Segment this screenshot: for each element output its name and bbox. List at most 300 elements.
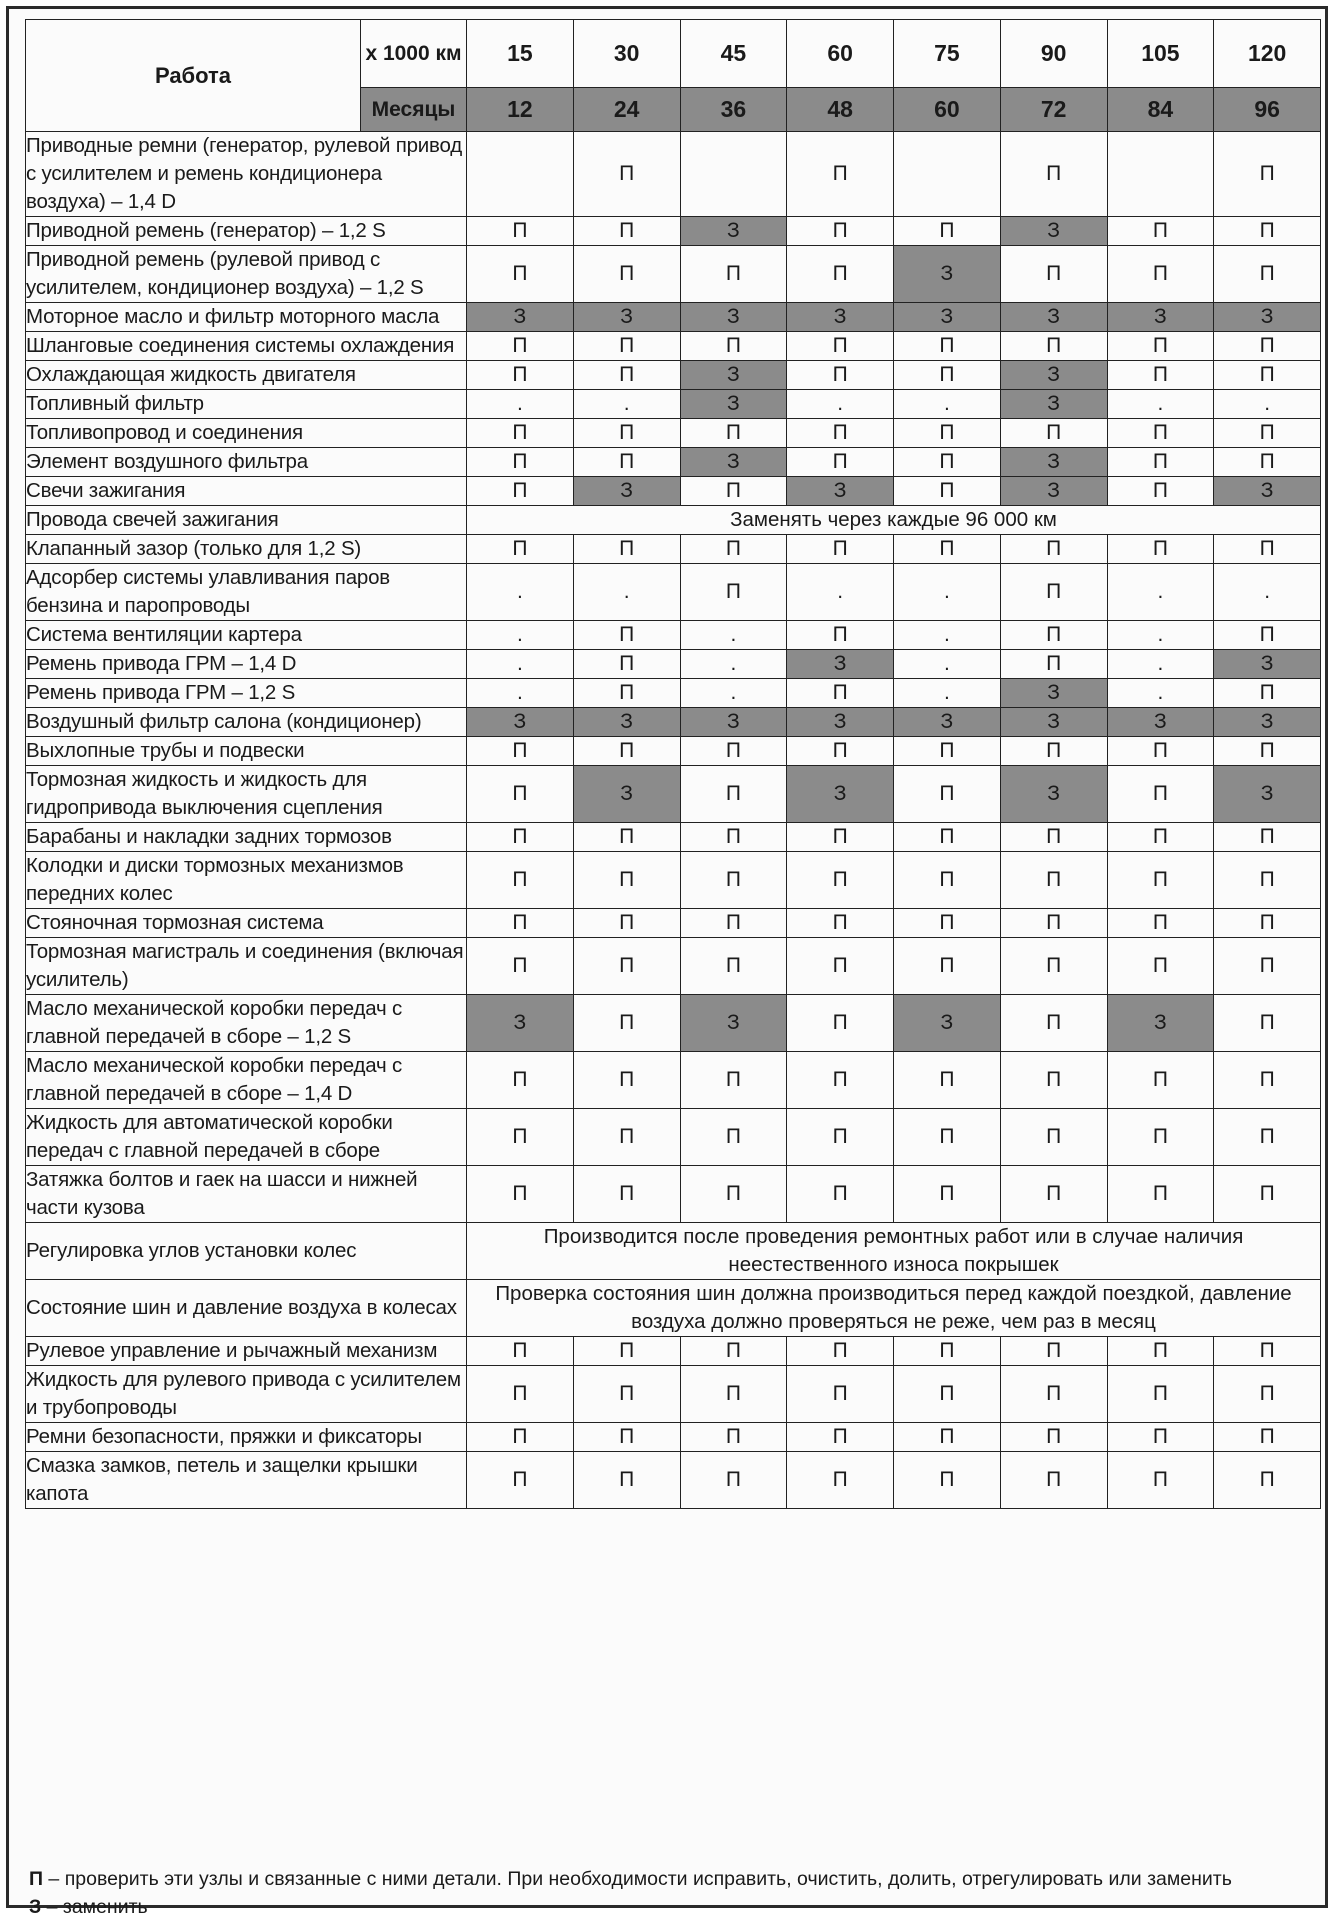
replace-cell: З	[1000, 766, 1107, 823]
check-cell: П	[1107, 737, 1214, 766]
check-cell: П	[787, 419, 894, 448]
replace-cell: З	[1000, 303, 1107, 332]
months-header-cell: 24	[573, 88, 680, 132]
check-cell: П	[467, 1109, 574, 1166]
table-row	[26, 361, 1321, 390]
check-cell: П	[894, 737, 1001, 766]
check-cell: П	[894, 361, 1001, 390]
work-item-label: Жидкость для рулевого привода с усилителем и трубопроводы	[26, 1366, 467, 1423]
check-cell: П	[1000, 1109, 1107, 1166]
legend-check-key: П	[29, 1868, 44, 1890]
table-row	[26, 390, 1321, 419]
table-row	[26, 1337, 1321, 1366]
check-cell: П	[1214, 1109, 1321, 1166]
check-cell: П	[680, 1052, 787, 1109]
work-item-label: Приводные ремни (генератор, рулевой привод с усилителем и ремень кондиционера воздуха) – 1,4 D	[26, 132, 467, 217]
work-item-label: Элемент воздушного фильтра	[26, 448, 467, 477]
schedule-cell: .	[467, 564, 574, 621]
check-cell: П	[787, 361, 894, 390]
replace-cell: З	[1214, 303, 1321, 332]
check-cell: П	[1214, 132, 1321, 217]
check-cell: П	[467, 361, 574, 390]
km-header-cell: 105	[1107, 20, 1214, 88]
schedule-cell: .	[680, 650, 787, 679]
work-item-label: Клапанный зазор (только для 1,2 S)	[26, 535, 467, 564]
work-item-label: Колодки и диски тормозных механизмов передних колес	[26, 852, 467, 909]
check-cell: П	[573, 737, 680, 766]
check-cell: П	[1214, 823, 1321, 852]
check-cell: П	[467, 1423, 574, 1452]
check-cell: П	[894, 477, 1001, 506]
check-cell: П	[1000, 1452, 1107, 1509]
work-column-header: Работа	[26, 20, 361, 132]
table-row	[26, 1109, 1321, 1166]
table-row	[26, 303, 1321, 332]
table-row	[26, 564, 1321, 621]
schedule-cell	[680, 132, 787, 217]
replace-cell: З	[680, 708, 787, 737]
work-item-label: Система вентиляции картера	[26, 621, 467, 650]
table-row	[26, 1052, 1321, 1109]
schedule-cell: .	[680, 679, 787, 708]
check-cell: П	[787, 909, 894, 938]
check-cell: П	[680, 246, 787, 303]
check-cell: П	[1214, 938, 1321, 995]
check-cell: П	[1107, 938, 1214, 995]
replace-cell: З	[467, 708, 574, 737]
check-cell: П	[1000, 621, 1107, 650]
check-cell: П	[680, 332, 787, 361]
schedule-cell: .	[1107, 390, 1214, 419]
check-cell: П	[1000, 995, 1107, 1052]
work-item-label: Барабаны и накладки задних тормозов	[26, 823, 467, 852]
check-cell: П	[467, 332, 574, 361]
row-note: Заменять через каждые 96 000 км	[467, 506, 1321, 535]
check-cell: П	[1107, 332, 1214, 361]
check-cell: П	[1214, 217, 1321, 246]
km-header-cell: 30	[573, 20, 680, 88]
km-header-cell: 120	[1214, 20, 1321, 88]
check-cell: П	[1107, 1452, 1214, 1509]
table-row	[26, 477, 1321, 506]
check-cell: П	[1214, 332, 1321, 361]
check-cell: П	[680, 1166, 787, 1223]
check-cell: П	[894, 1366, 1001, 1423]
schedule-cell: .	[680, 621, 787, 650]
months-header-cell: 60	[894, 88, 1001, 132]
table-row	[26, 1280, 1321, 1337]
km-header-cell: 45	[680, 20, 787, 88]
replace-cell: З	[680, 303, 787, 332]
check-cell: П	[1214, 1366, 1321, 1423]
check-cell: П	[467, 909, 574, 938]
check-cell: П	[573, 246, 680, 303]
replace-cell: З	[787, 766, 894, 823]
schedule-cell: .	[1107, 621, 1214, 650]
replace-cell: З	[787, 650, 894, 679]
replace-cell: З	[1107, 995, 1214, 1052]
check-cell: П	[680, 1109, 787, 1166]
check-cell: П	[1214, 1052, 1321, 1109]
check-cell: П	[1107, 217, 1214, 246]
replace-cell: З	[787, 477, 894, 506]
check-cell: П	[680, 1423, 787, 1452]
check-cell: П	[1214, 737, 1321, 766]
check-cell: П	[1000, 909, 1107, 938]
replace-cell: З	[894, 708, 1001, 737]
check-cell: П	[680, 477, 787, 506]
work-item-label: Шланговые соединения системы охлаждения	[26, 332, 467, 361]
check-cell: П	[467, 766, 574, 823]
check-cell: П	[1214, 1337, 1321, 1366]
legend-replace-key: З	[29, 1896, 42, 1918]
check-cell: П	[1000, 1423, 1107, 1452]
schedule-cell	[894, 132, 1001, 217]
check-cell: П	[1000, 737, 1107, 766]
check-cell: П	[1000, 938, 1107, 995]
work-item-label: Тормозная магистраль и соединения (включая усилитель)	[26, 938, 467, 995]
table-row	[26, 938, 1321, 995]
work-item-label: Ремни безопасности, пряжки и фиксаторы	[26, 1423, 467, 1452]
check-cell: П	[787, 1423, 894, 1452]
check-cell: П	[573, 535, 680, 564]
check-cell: П	[680, 535, 787, 564]
check-cell: П	[787, 852, 894, 909]
replace-cell: З	[467, 995, 574, 1052]
check-cell: П	[787, 621, 894, 650]
work-item-label: Масло механической коробки передач с главной передачей в сборе – 1,4 D	[26, 1052, 467, 1109]
replace-cell: З	[1000, 679, 1107, 708]
km-header-cell: 75	[894, 20, 1001, 88]
check-cell: П	[894, 1052, 1001, 1109]
check-cell: П	[1000, 1337, 1107, 1366]
check-cell: П	[894, 852, 1001, 909]
check-cell: П	[467, 535, 574, 564]
months-header-cell: 84	[1107, 88, 1214, 132]
check-cell: П	[680, 564, 787, 621]
replace-cell: З	[894, 246, 1001, 303]
check-cell: П	[467, 1052, 574, 1109]
check-cell: П	[1107, 477, 1214, 506]
schedule-cell: .	[573, 390, 680, 419]
check-cell: П	[680, 823, 787, 852]
work-item-label: Моторное масло и фильтр моторного масла	[26, 303, 467, 332]
check-cell: П	[894, 909, 1001, 938]
check-cell: П	[894, 448, 1001, 477]
km-header-cell: 90	[1000, 20, 1107, 88]
replace-cell: З	[787, 708, 894, 737]
check-cell: П	[467, 938, 574, 995]
check-cell: П	[573, 448, 680, 477]
work-item-label: Ремень привода ГРМ – 1,4 D	[26, 650, 467, 679]
check-cell: П	[1214, 535, 1321, 564]
check-cell: П	[467, 419, 574, 448]
check-cell: П	[1000, 1166, 1107, 1223]
table-row	[26, 1452, 1321, 1509]
check-cell: П	[680, 766, 787, 823]
check-cell: П	[1000, 1366, 1107, 1423]
schedule-cell: .	[787, 564, 894, 621]
table-row	[26, 448, 1321, 477]
months-header-cell: 96	[1214, 88, 1321, 132]
check-cell: П	[573, 132, 680, 217]
check-cell: П	[1000, 332, 1107, 361]
check-cell: П	[573, 332, 680, 361]
check-cell: П	[894, 535, 1001, 564]
check-cell: П	[1214, 361, 1321, 390]
row-note: Производится после проведения ремонтных работ или в случае наличия неестественного износа покрышек	[467, 1223, 1321, 1280]
table-row	[26, 1223, 1321, 1280]
check-cell: П	[573, 621, 680, 650]
km-header-cell: 60	[787, 20, 894, 88]
legend	[29, 1865, 1232, 1921]
schedule-cell: .	[1107, 679, 1214, 708]
check-cell: П	[1107, 823, 1214, 852]
replace-cell: З	[573, 766, 680, 823]
check-cell: П	[573, 1423, 680, 1452]
check-cell: П	[1107, 1109, 1214, 1166]
table-row	[26, 766, 1321, 823]
check-cell: П	[1107, 1423, 1214, 1452]
months-header-cell: 72	[1000, 88, 1107, 132]
schedule-cell: .	[467, 621, 574, 650]
table-row	[26, 419, 1321, 448]
check-cell: П	[787, 1366, 894, 1423]
replace-cell: З	[1107, 303, 1214, 332]
work-item-label: Свечи зажигания	[26, 477, 467, 506]
check-cell: П	[1214, 621, 1321, 650]
table-row	[26, 621, 1321, 650]
row-note: Проверка состояния шин должна производиться перед каждой поездкой, давление воздуха должно проверяться не реже, чем раз в месяц	[467, 1280, 1321, 1337]
months-header-cell: 36	[680, 88, 787, 132]
replace-cell: З	[1000, 708, 1107, 737]
check-cell: П	[1000, 246, 1107, 303]
check-cell: П	[894, 938, 1001, 995]
replace-cell: З	[1000, 448, 1107, 477]
legend-check-text: – проверить эти узлы и связанные с ними детали. При необходимости исправить, очистить, долить, отрегулировать или заменить	[43, 1868, 1232, 1890]
work-item-label: Смазка замков, петель и защелки крышки капота	[26, 1452, 467, 1509]
replace-cell: З	[467, 303, 574, 332]
legend-replace-text: – заменить	[41, 1896, 148, 1918]
replace-cell: З	[1000, 217, 1107, 246]
check-cell: П	[894, 766, 1001, 823]
check-cell: П	[573, 1366, 680, 1423]
check-cell: П	[467, 246, 574, 303]
schedule-cell: .	[894, 650, 1001, 679]
check-cell: П	[1000, 132, 1107, 217]
check-cell: П	[573, 650, 680, 679]
check-cell: П	[1107, 852, 1214, 909]
table-row	[26, 246, 1321, 303]
table-row	[26, 332, 1321, 361]
check-cell: П	[573, 1109, 680, 1166]
work-item-label: Топливопровод и соединения	[26, 419, 467, 448]
table-row	[26, 909, 1321, 938]
km-unit-header: x 1000 км	[361, 20, 467, 88]
check-cell: П	[787, 217, 894, 246]
check-cell: П	[1107, 535, 1214, 564]
replace-cell: З	[894, 303, 1001, 332]
work-item-label: Жидкость для автоматической коробки передач с главной передачей в сборе	[26, 1109, 467, 1166]
check-cell: П	[1107, 909, 1214, 938]
legend-check	[29, 1865, 1232, 1893]
check-cell: П	[1000, 650, 1107, 679]
check-cell: П	[787, 448, 894, 477]
replace-cell: З	[680, 217, 787, 246]
replace-cell: З	[1214, 477, 1321, 506]
check-cell: П	[787, 1337, 894, 1366]
check-cell: П	[467, 852, 574, 909]
check-cell: П	[467, 448, 574, 477]
replace-cell: З	[680, 995, 787, 1052]
replace-cell: З	[1107, 708, 1214, 737]
check-cell: П	[573, 1166, 680, 1223]
check-cell: П	[1000, 823, 1107, 852]
work-item-label: Приводной ремень (рулевой привод с усилителем, кондиционер воздуха) – 1,2 S	[26, 246, 467, 303]
schedule-cell: .	[894, 679, 1001, 708]
check-cell: П	[1107, 246, 1214, 303]
table-row	[26, 852, 1321, 909]
work-item-label: Охлаждающая жидкость двигателя	[26, 361, 467, 390]
check-cell: П	[894, 1423, 1001, 1452]
schedule-cell: .	[467, 650, 574, 679]
table-row	[26, 506, 1321, 535]
check-cell: П	[680, 1366, 787, 1423]
table-row	[26, 679, 1321, 708]
work-item-label: Стояночная тормозная система	[26, 909, 467, 938]
check-cell: П	[1214, 1452, 1321, 1509]
check-cell: П	[1107, 1337, 1214, 1366]
schedule-cell: .	[1107, 650, 1214, 679]
check-cell: П	[1214, 852, 1321, 909]
check-cell: П	[573, 1052, 680, 1109]
check-cell: П	[1214, 679, 1321, 708]
check-cell: П	[787, 1166, 894, 1223]
check-cell: П	[1000, 564, 1107, 621]
table-row	[26, 535, 1321, 564]
schedule-cell	[1107, 132, 1214, 217]
check-cell: П	[467, 477, 574, 506]
check-cell: П	[894, 1452, 1001, 1509]
check-cell: П	[894, 419, 1001, 448]
check-cell: П	[787, 995, 894, 1052]
table-row	[26, 1423, 1321, 1452]
check-cell: П	[1214, 1423, 1321, 1452]
replace-cell: З	[680, 361, 787, 390]
replace-cell: З	[1000, 477, 1107, 506]
check-cell: П	[680, 419, 787, 448]
months-label-header: Месяцы	[361, 88, 467, 132]
schedule-cell: .	[467, 390, 574, 419]
replace-cell: З	[680, 390, 787, 419]
schedule-cell: .	[1214, 564, 1321, 621]
replace-cell: З	[787, 303, 894, 332]
table-row	[26, 823, 1321, 852]
work-item-label: Затяжка болтов и гаек на шасси и нижней части кузова	[26, 1166, 467, 1223]
check-cell: П	[787, 1052, 894, 1109]
check-cell: П	[787, 823, 894, 852]
check-cell: П	[573, 679, 680, 708]
check-cell: П	[1000, 535, 1107, 564]
check-cell: П	[787, 938, 894, 995]
check-cell: П	[894, 217, 1001, 246]
legend-replace	[29, 1893, 1232, 1921]
check-cell: П	[1214, 1166, 1321, 1223]
check-cell: П	[787, 679, 894, 708]
check-cell: П	[467, 1366, 574, 1423]
work-item-label: Топливный фильтр	[26, 390, 467, 419]
check-cell: П	[573, 823, 680, 852]
replace-cell: З	[1214, 708, 1321, 737]
replace-cell: З	[1214, 650, 1321, 679]
check-cell: П	[1107, 1052, 1214, 1109]
table-row	[26, 708, 1321, 737]
check-cell: П	[573, 995, 680, 1052]
check-cell: П	[1214, 995, 1321, 1052]
table-row	[26, 650, 1321, 679]
check-cell: П	[787, 737, 894, 766]
check-cell: П	[1214, 246, 1321, 303]
work-item-label: Ремень привода ГРМ – 1,2 S	[26, 679, 467, 708]
replace-cell: З	[1000, 390, 1107, 419]
check-cell: П	[787, 1109, 894, 1166]
replace-cell: З	[573, 708, 680, 737]
work-item-label: Тормозная жидкость и жидкость для гидропривода выключения сцепления	[26, 766, 467, 823]
maintenance-schedule-table	[25, 19, 1321, 1509]
schedule-cell: .	[573, 564, 680, 621]
schedule-cell	[467, 132, 574, 217]
check-cell: П	[573, 419, 680, 448]
check-cell: П	[573, 938, 680, 995]
months-header-cell: 48	[787, 88, 894, 132]
check-cell: П	[573, 909, 680, 938]
check-cell: П	[1107, 448, 1214, 477]
check-cell: П	[787, 332, 894, 361]
schedule-cell: .	[894, 390, 1001, 419]
header-km-row	[26, 20, 1321, 88]
check-cell: П	[894, 823, 1001, 852]
work-item-label: Воздушный фильтр салона (кондиционер)	[26, 708, 467, 737]
table-row	[26, 132, 1321, 217]
table-row	[26, 737, 1321, 766]
replace-cell: З	[573, 303, 680, 332]
check-cell: П	[1000, 419, 1107, 448]
check-cell: П	[1107, 1366, 1214, 1423]
check-cell: П	[1107, 1166, 1214, 1223]
work-item-label: Масло механической коробки передач с главной передачей в сборе – 1,2 S	[26, 995, 467, 1052]
work-item-label: Выхлопные трубы и подвески	[26, 737, 467, 766]
check-cell: П	[1214, 909, 1321, 938]
check-cell: П	[894, 1166, 1001, 1223]
schedule-body	[26, 132, 1321, 1509]
check-cell: П	[1214, 419, 1321, 448]
check-cell: П	[573, 852, 680, 909]
table-row	[26, 1166, 1321, 1223]
check-cell: П	[680, 938, 787, 995]
work-item-label: Провода свечей зажигания	[26, 506, 467, 535]
check-cell: П	[467, 217, 574, 246]
schedule-cell: .	[787, 390, 894, 419]
check-cell: П	[680, 1337, 787, 1366]
check-cell: П	[680, 852, 787, 909]
work-item-label: Регулировка углов установки колес	[26, 1223, 467, 1280]
check-cell: П	[1107, 766, 1214, 823]
km-header-cell: 15	[467, 20, 574, 88]
schedule-cell: .	[467, 679, 574, 708]
check-cell: П	[467, 1166, 574, 1223]
check-cell: П	[467, 1337, 574, 1366]
schedule-cell: .	[894, 621, 1001, 650]
